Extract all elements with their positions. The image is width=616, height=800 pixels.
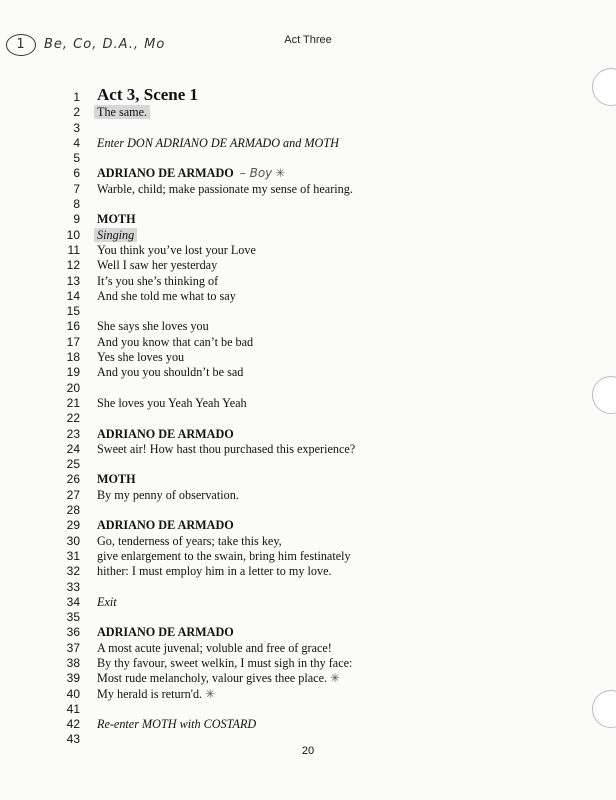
script-line [0,182,616,197]
page-header-title: Act Three [284,34,332,46]
line-number: 9 [73,212,80,227]
line-number: 4 [73,135,80,150]
line-number: 43 [66,732,80,747]
script-line [0,488,616,503]
handwritten-cast-note: Be, Co, D.A., Mo [44,37,166,52]
line-text [97,274,218,289]
line-content: Singing [94,228,137,242]
line-content: Well I saw her yesterday [97,258,218,273]
script-line [0,625,616,640]
line-content: She says she loves you [97,319,209,334]
line-number: 6 [73,166,80,181]
line-content: By thy favour, sweet welkin, I must sigh in thy face: [97,655,353,670]
script-line [0,610,616,625]
line-number: 1 [73,90,80,104]
script-line [0,503,616,518]
script-line [0,381,616,396]
line-number: 28 [66,503,80,518]
asterisk-mark-icon: ✳ [205,686,216,701]
script-line [0,564,616,579]
line-number: 26 [66,472,80,487]
character-name [97,166,286,181]
line-text [97,564,332,579]
line-number: 12 [66,258,80,273]
script-line [0,151,616,166]
line-content: Act 3, Scene 1 [97,85,199,104]
script-line [0,197,616,212]
script-line [0,258,616,273]
script-body [0,85,616,748]
line-number: 40 [66,686,80,701]
character-name [97,212,136,227]
script-line [0,243,616,258]
line-content: ADRIANO DE ARMADO [97,625,234,640]
line-number: 42 [66,717,80,732]
line-text [97,656,352,671]
line-number: 10 [66,227,80,242]
stage-direction [97,105,150,120]
script-line [0,212,616,227]
line-number: 11 [67,242,80,257]
line-text [97,335,253,350]
line-content: Exit [97,594,117,609]
line-content: It’s you she’s thinking of [97,273,219,288]
script-line [0,335,616,350]
line-number: 38 [66,655,80,670]
handwritten-annotation [6,34,165,56]
line-number: 23 [66,426,80,441]
line-text [97,442,355,457]
line-number: 14 [66,288,80,303]
line-text [97,319,209,334]
line-number: 39 [66,671,80,686]
script-line [0,85,616,105]
script-line [0,365,616,380]
line-number: 35 [66,610,80,625]
script-line [0,396,616,411]
line-number: 21 [66,395,80,410]
script-line [0,427,616,442]
line-content: ADRIANO DE ARMADO [97,518,234,533]
stage-direction [97,717,256,732]
character-name [97,518,234,533]
line-number: 30 [66,533,80,548]
line-content: MOTH [97,472,136,487]
line-number: 2 [73,105,80,120]
asterisk-mark-icon: ✳ [330,671,341,686]
line-content: My herald is return'd. [97,686,203,701]
line-text [97,182,353,197]
script-line [0,442,616,457]
line-number: 41 [66,701,80,716]
line-text [97,396,247,411]
script-line [0,319,616,334]
line-content: And you know that can’t be bad [97,334,254,349]
line-text [97,687,215,702]
line-content: A most acute juvenal; voluble and free of grace! [97,640,332,655]
script-line [0,702,616,717]
script-line [0,534,616,549]
line-content: ADRIANO DE ARMADO [97,426,234,441]
line-text [97,641,332,656]
scene-heading [97,87,198,102]
line-number: 27 [66,487,80,502]
line-content: MOTH [97,212,136,227]
script-line [0,717,616,732]
line-number: 22 [66,411,80,426]
line-text [97,243,256,258]
stage-direction [97,595,117,610]
script-line [0,136,616,151]
asterisk-mark-icon: ✳ [275,166,286,181]
script-line [0,304,616,319]
script-line [0,228,616,243]
line-content: Warble, child; make passionate my sense of hearing. [97,181,353,196]
line-number: 37 [66,640,80,655]
line-text [97,671,340,686]
line-content: Go, tenderness of years; take this key, [97,533,282,548]
line-number: 17 [66,334,80,349]
line-text [97,365,243,380]
handwritten-note: – Boy [239,166,273,181]
character-name [97,427,234,442]
script-line [0,580,616,595]
line-number: 18 [66,350,80,365]
line-number: 15 [66,304,80,319]
line-number: 25 [66,457,80,472]
line-content: hither: I must employ him in a letter to my love. [97,564,332,579]
script-line [0,595,616,610]
line-number: 32 [66,564,80,579]
line-number: 34 [66,594,80,609]
line-number: 36 [66,625,80,640]
script-line [0,105,616,120]
script-line [0,121,616,136]
line-text [97,549,351,564]
line-content: She loves you Yeah Yeah Yeah [97,395,247,410]
script-line [0,166,616,181]
line-number: 16 [66,319,80,334]
line-content: Most rude melancholy, valour gives thee place. [97,671,328,686]
script-line [0,687,616,702]
stage-direction [97,136,339,151]
line-number: 5 [73,151,80,166]
script-line [0,274,616,289]
line-number: 13 [66,273,80,288]
script-line [0,671,616,686]
line-content: You think you’ve lost your Love [97,242,256,257]
script-line [0,350,616,365]
script-line [0,411,616,426]
line-content: And you you shouldn’t be sad [97,365,244,380]
line-text [97,289,236,304]
line-content: Enter DON ADRIANO DE ARMADO and MOTH [97,135,339,150]
character-name [97,472,136,487]
line-number: 31 [66,548,80,563]
line-content: Sweet air! How hast thou purchased this experience? [97,441,356,456]
line-content: Re-enter MOTH with COSTARD [97,717,257,732]
script-line [0,518,616,533]
line-number: 29 [66,518,80,533]
stage-direction [97,228,137,243]
line-number: 3 [73,120,80,135]
script-line [0,641,616,656]
line-content: Yes she loves you [97,350,185,365]
script-line [0,549,616,564]
script-line [0,656,616,671]
character-name [97,625,234,640]
line-content: ADRIANO DE ARMADO [97,166,234,181]
line-text [97,488,239,503]
page-number: 20 [301,745,315,757]
circled-number: 1 [6,34,36,56]
line-number: 33 [66,579,80,594]
line-number: 20 [66,380,80,395]
line-number: 24 [66,441,80,456]
line-text [97,258,217,273]
line-number: 7 [73,181,80,196]
line-text [97,350,184,365]
line-content: And she told me what to say [97,288,236,303]
script-line [0,472,616,487]
line-content: By my penny of observation. [97,487,239,502]
line-text [97,534,282,549]
script-line [0,457,616,472]
script-line [0,289,616,304]
line-number: 19 [66,365,80,380]
line-content: The same. [94,105,150,119]
line-number: 8 [73,197,80,212]
line-content: give enlargement to the swain, bring him festinately [97,548,351,563]
